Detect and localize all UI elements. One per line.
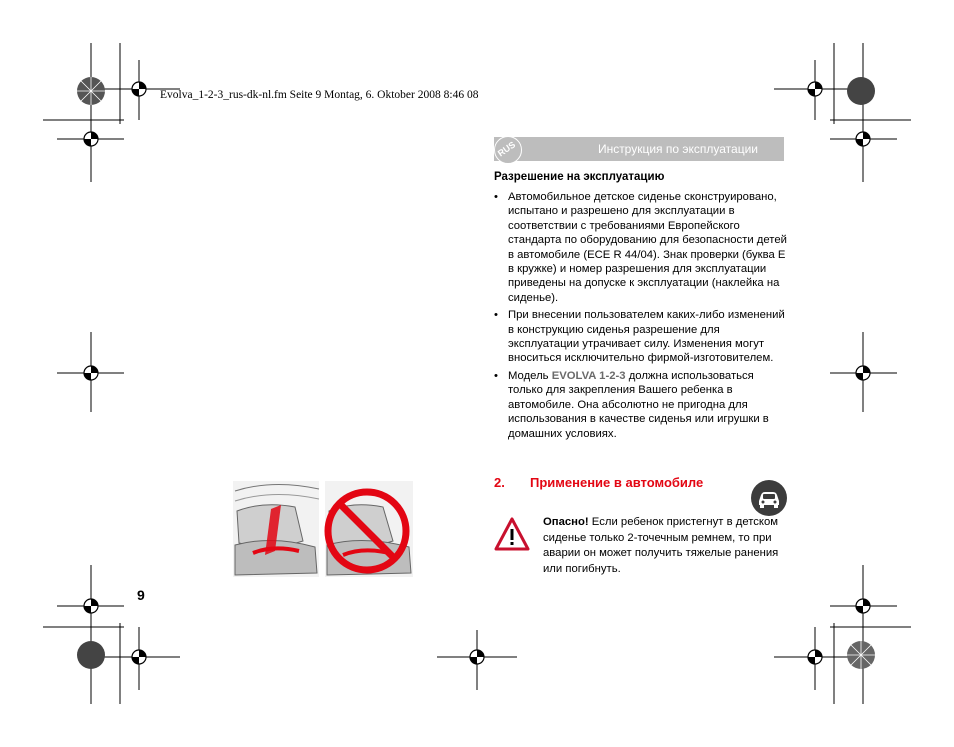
page-number: 9 [137,587,145,603]
warning-body: Если ребенок пристегнут в детском сиденье только 2-точечным ремнем, то при аварии он может получить тяжелые ранения или погибнуть. [543,516,779,575]
bullet-text: При внесении пользователем каких-либо изменений в конструкцию сиденья разрешение для эксплуатации утрачивает силу. Изменения могут вноситься исключительно фирмой-изготовителем. [508,309,785,365]
list-item: • При внесении пользователем каких-либо изменений в конструкцию сиденья разрешение для эксплуатации утрачивает силу. Изменения могут вноситься исключительно фирмой-изготовителем. [494,309,785,365]
seat-belt-illustration [233,481,413,577]
chapter-heading [494,475,703,490]
warning-label: Опасно! [543,516,589,528]
car-icon [751,480,787,516]
approval-bullet-list [494,190,790,444]
chapter-number: 2. [494,475,505,490]
warning-triangle-icon [494,517,530,551]
warning-text [543,515,791,577]
print-header: Evolva_1-2-3_rus-dk-nl.fm Seite 9 Montag, 6. Oktober 2008 8:46 08 [160,89,479,101]
approval-heading: Разрешение на эксплуатацию [494,171,665,183]
list-item: • Модель EVOLVA 1-2-3 должна использоваться только для закрепления Вашего ребенка в автомобиле. Она абсолютно не пригодна для использования в качестве сиденья или игрушки в домашних условиях. [494,369,769,440]
section-banner [494,137,784,161]
language-badge [494,136,522,164]
model-name: EVOLVA 1-2-3 [551,369,626,382]
language-badge-label: RUS [495,139,518,159]
belted-seat-image [233,481,319,577]
prohibited-seat-image [325,481,413,577]
chapter-title: Применение в автомобиле [530,475,704,490]
banner-title: Инструкция по эксплуатации [597,142,758,156]
bullet-text: Автомобильное детское сиденье сконструировано, испытано и разрешено для эксплуатации в соответствии с требованиями Европейского стандарта по оборудованию для безопасности детей в автомобиле (ECE R 44/04). Знак проверки (буква E в кружке) и номер разрешения для эксплуатации приведены на допуске к эксплуатации (наклейка на сиденье). [508,191,787,304]
list-item: • Автомобильное детское сиденье сконструировано, испытано и разрешено для эксплуатации в соответствии с требованиями Европейского стандарта по оборудованию для безопасности детей в автомобиле (ECE R 44/04). Знак проверки (буква E в кружке) и номер разрешения для эксплуатации приведены на допуске к эксплуатации (наклейка на сиденье). [494,191,787,304]
bullet-text-post: должна использоваться только для закрепления Вашего ребенка в автомобиле. Она абсолютно не пригодна для использования в качестве сиденья или игрушки в домашних условиях. [508,369,769,440]
bullet-text-pre: Модель [508,369,552,382]
